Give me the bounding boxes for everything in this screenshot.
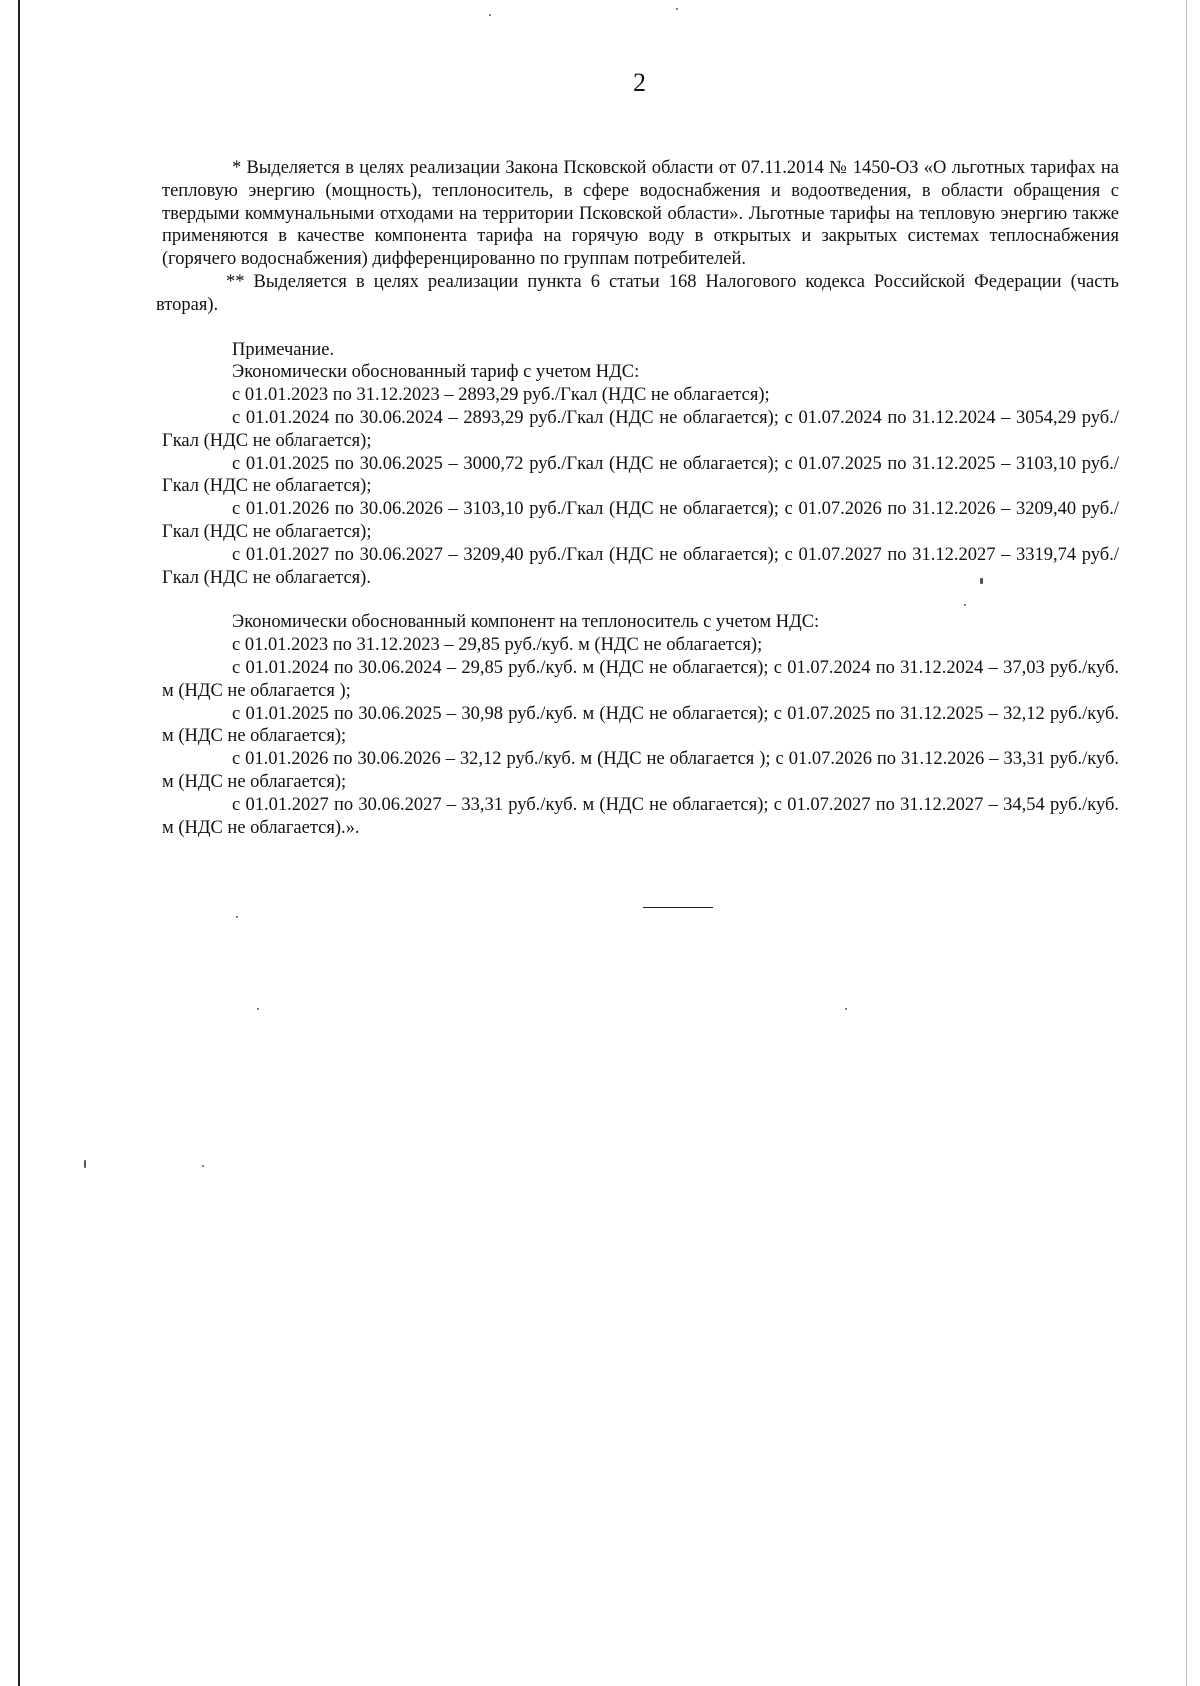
tariff-line: с 01.01.2024 по 30.06.2024 – 2893,29 руб./Гкал (НДС не облагается); с 01.07.2024 по 31.12.2024 – 3054,29 руб./Гкал (НДС не облагается); [162, 407, 1119, 451]
scan-speck [236, 916, 238, 918]
paragraph-spacer [162, 317, 1119, 339]
scan-speck [845, 1008, 847, 1010]
footnote-single-asterisk: * Выделяется в целях реализации Закона Псковской области от 07.11.2014 № 1450-ОЗ «О льготных тарифах на тепловую энергию (мощность), теплоноситель, в сфере водоснабжения и водоотведения, в области обращения с твердыми коммунальными отходами на территории Псковской области». Льготные тарифы на тепловую энергию также применяются в качестве компонента тарифа на горячую воду в открытых и закрытых системах теплоснабжения (горячего водоснабжения) дифференцированно по группам потребителей. [162, 158, 1119, 270]
paragraph-spacer [162, 589, 1119, 611]
page-number: 2 [633, 68, 646, 97]
tariff-line: с 01.01.2023 по 31.12.2023 – 2893,29 руб./Гкал (НДС не облагается); [232, 385, 770, 406]
scan-left-edge [18, 0, 20, 1686]
scan-speck [964, 604, 966, 606]
component-heading: Экономически обоснованный компонент на теплоноситель с учетом НДС: [232, 612, 820, 633]
tariff-line: с 01.01.2027 по 30.06.2027 – 3209,40 руб./Гкал (НДС не облагается); с 01.07.2027 по 31.12.2027 – 3319,74 руб./Гкал (НДС не облагается). [162, 544, 1119, 588]
scan-speck [676, 8, 678, 10]
tariff-line: с 01.01.2025 по 30.06.2025 – 3000,72 руб./Гкал (НДС не облагается); с 01.07.2025 по 31.12.2025 – 3103,10 руб./Гкал (НДС не облагается); [162, 453, 1119, 497]
scan-speck [489, 14, 491, 16]
scan-speck [84, 1160, 86, 1168]
scan-right-edge [1186, 0, 1187, 1686]
scan-speck [980, 578, 983, 584]
scan-speck [202, 1165, 204, 1167]
closing-rule [643, 907, 713, 908]
footnote-double-asterisk: ** Выделяется в целях реализации пункта 6 статьи 168 Налогового кодекса Российской Федерации (часть вторая). [156, 271, 1119, 315]
component-line: с 01.01.2023 по 31.12.2023 – 29,85 руб./куб. м (НДС не облагается); [232, 635, 763, 656]
tariff-heading: Экономически обоснованный тариф с учетом НДС: [232, 362, 640, 383]
component-line: с 01.01.2024 по 30.06.2024 – 29,85 руб./куб. м (НДС не облагается); с 01.07.2024 по 31.12.2024 – 37,03 руб./куб. м (НДС не облагается ); [162, 657, 1119, 701]
note-title: Примечание. [232, 339, 335, 360]
component-line: с 01.01.2025 по 30.06.2025 – 30,98 руб./куб. м (НДС не облагается); с 01.07.2025 по 31.12.2025 – 32,12 руб./куб. м (НДС не облагается); [162, 703, 1119, 747]
scan-speck [257, 1008, 259, 1010]
component-line: с 01.01.2026 по 30.06.2026 – 32,12 руб./куб. м (НДС не облагается ); с 01.07.2026 по 31.12.2026 – 33,31 руб./куб. м (НДС не облагается); [162, 749, 1119, 792]
component-line: с 01.01.2027 по 30.06.2027 – 33,31 руб./куб. м (НДС не облагается); с 01.07.2027 по 31.12.2027 – 34,54 руб./куб. м (НДС не облагается).». [162, 794, 1119, 838]
document-body [156, 157, 1119, 839]
tariff-line: с 01.01.2026 по 30.06.2026 – 3103,10 руб./Гкал (НДС не облагается); с 01.07.2026 по 31.12.2026 – 3209,40 руб./Гкал (НДС не облагается); [162, 499, 1119, 542]
